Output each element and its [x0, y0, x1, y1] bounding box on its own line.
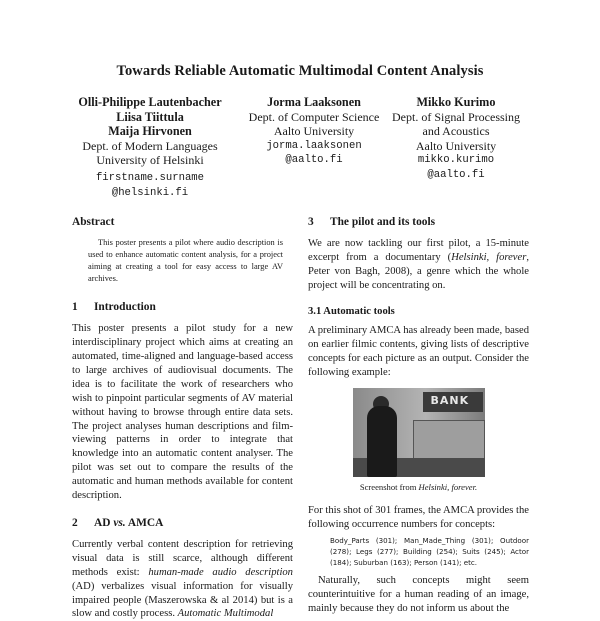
author-email-domain: @aalto.fi — [427, 168, 485, 181]
section-2-body: Currently verbal content description for retrieving visual data is still scarce, although different methods exist: human-made audio description (AD) verbalizes visual information for visually impaired people (Maszerowska & al 2014) but is a slow and costly process. Automatic Multimodal — [72, 538, 293, 620]
right-column — [308, 216, 529, 616]
person-silhouette — [367, 406, 397, 477]
author-name: Mikko Kurimo — [416, 95, 496, 109]
author-name: Jorma Laaksonen — [267, 95, 361, 109]
left-column — [72, 216, 293, 621]
author-email-domain: @helsinki.fi — [111, 186, 189, 199]
paper-title: Towards Reliable Automatic Multimodal Content Analysis — [116, 63, 484, 79]
author-name: Maija Hirvonen — [108, 124, 192, 139]
author-affiliation: Dept. of Modern Languages — [82, 138, 218, 153]
film-screenshot-image — [353, 388, 485, 477]
author-affiliation: Dept. of Signal Processing — [392, 109, 520, 124]
figure-caption: Screenshot from Helsinki, forever. — [359, 482, 478, 493]
author-email: jorma.laaksonen — [266, 139, 362, 152]
bank-sign: BANK — [423, 392, 483, 412]
section-3-1-after-figure: For this shot of 301 frames, the AMCA provides the following occurrence numbers for concepts: — [308, 504, 529, 530]
author-affiliation: Aalto University — [273, 124, 355, 139]
author-name: Liisa Tiittula — [116, 109, 184, 124]
section-3-1-closing: Naturally, such concepts might seem counterintuitive for a human reading of an image, mainly because they do not inform us about the — [308, 575, 529, 615]
author-affiliation: Dept. of Computer Science — [248, 109, 380, 124]
abstract-text: This poster presents a pilot where audio description is used to enhance automatic content analysis, for a project aiming at creating a tool for easy access to large AV archives. — [88, 237, 283, 284]
author-email-domain: @aalto.fi — [285, 154, 343, 167]
author-email: mikko.kurimo — [417, 154, 495, 167]
section-3-1-heading: 3.1 Automatic tools — [308, 305, 395, 317]
section-3-body: We are now tackling our first pilot, a 15-minute excerpt from a documentary (Helsinki, forever, Peter von Bagh, 2008), a genre which the whole project will be concentrating on. — [308, 237, 529, 291]
author-block-laaksonen — [236, 95, 392, 168]
section-2-heading: 2 AD vs. AMCA — [72, 516, 164, 529]
author-block-helsinki — [68, 95, 232, 200]
author-affiliation: University of Helsinki — [96, 153, 204, 168]
abstract-heading: Abstract — [72, 216, 115, 228]
author-block-kurimo — [383, 95, 529, 183]
author-email: firstname.surname — [95, 171, 205, 184]
section-1-body: This poster presents a pilot study for a new interdisciplinary project which aims at creating an automated, time-aligned and language-based access to large archives of audiovisual documents. The idea is to facilitate the work of researchers who wish to pinpoint particular segments of AV material without having to browse through entire data sets. The project analyses human descriptions and film-viewing patterns in order to integrate that knowledge into an automatic content analyser. The pilot was set out to compare the results of the automatic and human methods available for content description. — [72, 323, 293, 502]
author-affiliation: and Acoustics — [422, 124, 490, 139]
author-name: Olli-Philippe Lautenbacher — [78, 95, 222, 109]
figure — [308, 388, 529, 495]
section-3-heading: 3 The pilot and its tools — [308, 216, 436, 228]
author-affiliation: Aalto University — [415, 138, 497, 153]
concept-list: Body_Parts (301); Man_Made_Thing (301); Outdoor (278); Legs (277); Building (254); Suits (245); Actor (184); Suburban (163); Person (141); etc. — [330, 535, 529, 568]
section-1-heading: 1 Introduction — [72, 301, 156, 314]
section-3-1-body: A preliminary AMCA has already been made, based on earlier filmic contents, giving lists of descriptive concepts for each picture as an output. Consider the following example: — [308, 325, 529, 379]
